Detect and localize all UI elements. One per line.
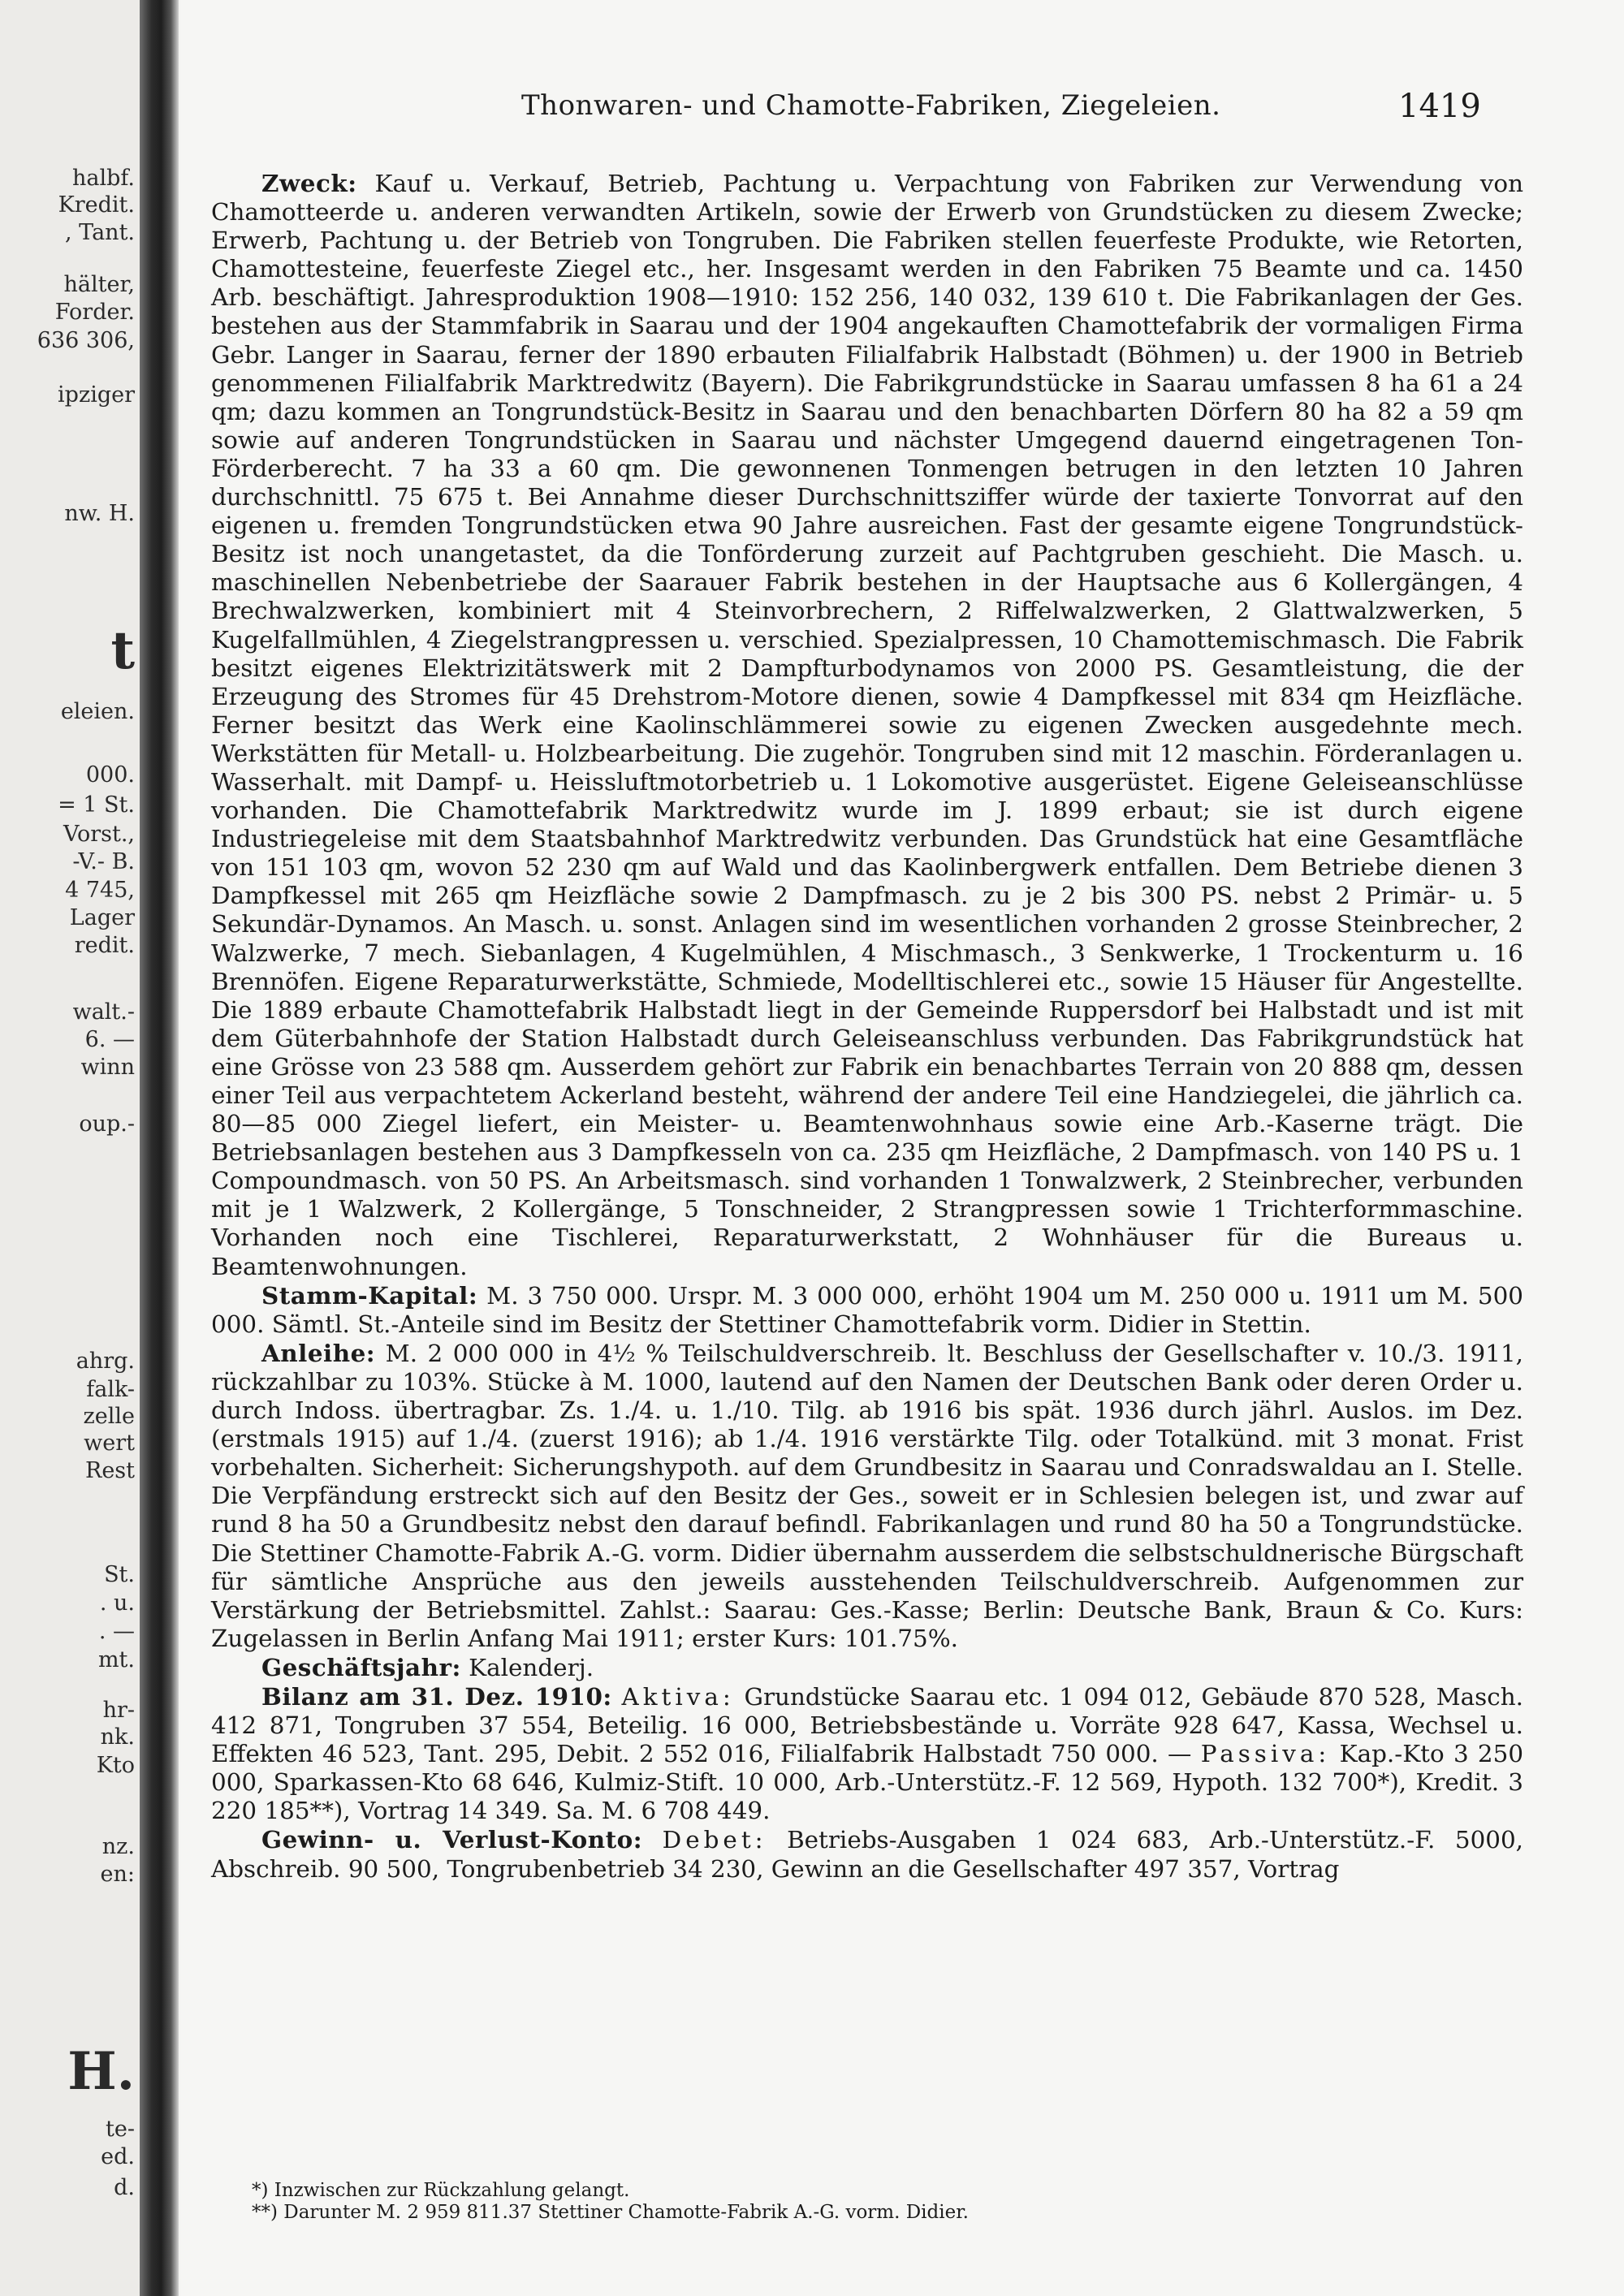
margin-fragment: . — bbox=[98, 1619, 135, 1644]
section-heading: Geschäftsjahr: bbox=[261, 1652, 461, 1681]
aktiva-label: Aktiva: bbox=[621, 1682, 735, 1711]
margin-fragment: t bbox=[110, 620, 135, 681]
footnote: *) Inzwischen zur Rückzahlung gelangt. bbox=[252, 2180, 630, 2201]
section-heading: Zweck: bbox=[261, 169, 357, 197]
footnote: **) Darunter M. 2 959 811.37 Stettiner Chamotte-Fabrik A.-G. vorm. Didier. bbox=[252, 2202, 969, 2223]
margin-fragment: falk- bbox=[86, 1377, 135, 1402]
margin-fragment: 4 745, bbox=[65, 878, 135, 903]
margin-fragment: nw. H. bbox=[64, 501, 135, 526]
margin-fragment: St. bbox=[104, 1562, 135, 1587]
margin-fragment: nz. bbox=[102, 1834, 135, 1859]
margin-fragment: eleien. bbox=[60, 699, 135, 724]
margin-fragment: -V.- B. bbox=[72, 849, 135, 874]
section-text: M. 3 750 000. Urspr. M. 3 000 000, erhöht 1904 um M. 250 000 u. 1911 um M. 500 000. Sämtl. St.-Anteile sind im Besitz der Stettiner Chamottefabrik vorm. Didier in Stettin. bbox=[211, 1281, 1524, 1338]
section-text: Kalenderj. bbox=[469, 1653, 594, 1681]
document-page bbox=[180, 0, 1624, 2296]
adjacent-page-margin bbox=[0, 0, 140, 2296]
margin-fragment: mt. bbox=[97, 1647, 135, 1672]
page-number: 1419 bbox=[1398, 88, 1481, 125]
section-heading: Stamm-Kapital: bbox=[261, 1280, 478, 1310]
margin-fragment: walt.- bbox=[72, 999, 135, 1025]
margin-fragment: redit. bbox=[74, 933, 135, 958]
running-head: Thonwaren- und Chamotte-Fabriken, Ziegeleien. bbox=[521, 89, 1221, 122]
debet-label: Debet: bbox=[662, 1826, 767, 1854]
margin-fragment: ahrg. bbox=[76, 1349, 135, 1374]
margin-fragment: , Tant. bbox=[65, 220, 135, 245]
margin-fragment: Kredit. bbox=[58, 192, 135, 218]
section-bilanz bbox=[211, 1682, 1523, 1825]
margin-fragment: Rest bbox=[84, 1458, 135, 1483]
debet-text: Betriebs-Ausgaben 1 024 683, Arb.-Unterstütz.-F. 5000, Abschreib. 90 500, Tongrubenbetrieb 34 230, Gewinn an die Gesellschafter 497 357, Vortrag bbox=[211, 1826, 1524, 1883]
margin-fragment: 636 306, bbox=[37, 328, 135, 353]
margin-fragment: hälter, bbox=[63, 272, 135, 297]
aktiva-text: Grundstücke Saarau etc. 1 094 012, Gebäude 870 528, Masch. 412 871, Tongruben 37 554, Beteilig. 16 000, Betriebsbestände u. Vorräte 928 647, Kassa, Wechsel u. Effekten 46 523, Tant. 295, Debit. 2 552 016, Filialfabrik Halbstadt 750 000. — bbox=[211, 1682, 1523, 1768]
margin-fragment: en: bbox=[100, 1862, 135, 1887]
margin-fragment: 000. bbox=[85, 762, 135, 788]
margin-fragment: wert bbox=[84, 1431, 135, 1456]
section-anleihe bbox=[211, 1339, 1523, 1653]
margin-fragment: hr- bbox=[102, 1698, 135, 1723]
margin-fragment: halbf. bbox=[71, 166, 135, 191]
section-heading: Gewinn- u. Verlust-Konto: bbox=[261, 1825, 643, 1854]
section-gewinn-verlust bbox=[211, 1825, 1523, 1883]
section-text: Kauf u. Verkauf, Betrieb, Pachtung u. Verpachtung von Fabriken zur Verwendung von Chamotteerde u. anderen verwandten Artikeln, sowie der Erwerb von Grundstücken zu diesem Zwecke; Erwerb, Pachtung u. der Betrieb von Tongruben. Die Fabriken stellen feuerfeste Produkte, wie Retorten, Chamottesteine, feuerfeste Ziegel etc., her. Insgesamt werden in den Fabriken 75 Beamte und ca. 1450 Arb. beschäftigt. Jahresproduktion 1908—1910: 152 256, 140 032, 139 610 t. Die Fabrikanlagen der Ges. bestehen aus der Stammfabrik in Saarau und der 1904 angekauften Chamottefabrik der vormaligen Firma Gebr. Langer in Saarau, ferner der 1890 erbauten Filialfabrik Halbstadt (Böhmen) u. der 1900 in Betrieb genommenen Filialfabrik Marktredwitz (Bayern). Die Fabrikgrundstücke in Saarau umfassen 8 ha 61 a 24 qm; dazu kommen an Tongrundstück-Besitz in Saarau und den benachbarten Dörfern 80 ha 82 a 59 qm sowie auf anderen Tongrundstücken in Saarau und nächster Umgegend dauernd eingetragenen Ton-Förderberecht. 7 ha 33 a 60 qm. Die gewonnenen Tonmengen betrugen in den letzten 10 Jahren durchschnittl. 75 675 t. Bei Annahme dieser Durchschnittsziffer würde der taxierte Tonvorrat auf den eigenen u. fremden Tongrundstücken etwa 90 Jahre ausreichen. Fast der gesamte eigene Tongrundstück-Besitz ist noch unangetastet, da die Tonförderung zurzeit auf Pachtgruben geschieht. Die Masch. u. maschinellen Nebenbetriebe der Saarauer Fabrik bestehen in der Hauptsache aus 6 Kollergängen, 4 Brechwalzwerken, kombiniert mit 4 Steinvorbrechern, 2 Riffelwalzwerken, 2 Glattwalzwerken, 5 Kugelfallmühlen, 4 Ziegelstrangpressen u. verschied. Spezialpressen, 10 Chamottemischmasch. Die Fabrik besitzt eigenes Elektrizitätswerk mit 2 Dampfturbodynamos von 2000 PS. Gesamtleistung, die der Erzeugung des Stromes für 45 Drehstrom-Motore dienen, sowie 4 Dampfkessel mit 834 qm Heizfläche. Ferner besitzt das Werk eine Kaolinschlämmerei sowie zu eigenen Zwecken ausgedehnte mech. Werkstätten für Metall- u. Holzbearbeitung. Die zugehör. Tongruben sind mit 12 maschin. Förderanlagen u. Wasserhalt. mit Dampf- u. Heissluftmotorbetrieb u. 1 Lokomotive ausgerüstet. Eigene Geleiseanschlüsse vorhanden. Die Chamottefabrik Marktredwitz wurde im J. 1899 erbaut; sie ist durch eigene Industriegeleise mit dem Staatsbahnhof Marktredwitz verbunden. Das Grundstück hat eine Gesamtfläche von 151 103 qm, wovon 52 230 qm auf Wald und das Kaolinbergwerk entfallen. Dem Betriebe dienen 3 Dampfkessel mit 265 qm Heizfläche sowie 2 Dampfmasch. zu je 2 bis 300 PS. nebst 2 Primär- u. 5 Sekundär-Dynamos. An Masch. u. sonst. Anlagen sind im wesentlichen vorhanden 2 grosse Steinbrecher, 2 Walzwerke, 7 mech. Siebanlagen, 4 Kugelmühlen, 4 Mischmasch., 3 Senkwerke, 1 Trockenturm u. 16 Brennöfen. Eigene Reparaturwerkstätte, Schmiede, Modelltischlerei etc., sowie 15 Häuser für Angestellte. Die 1889 erbaute Chamottefabrik Halbstadt liegt in der Gemeinde Ruppersdorf bei Halbstadt und ist mit dem Güterbahnhofe der Station Halbstadt durch Geleiseanschluss verbunden. Das Fabrikgrundstück hat eine Grösse von 23 588 qm. Ausserdem gehört zur Fabrik ein benachbartes Terrain von 20 888 qm, dessen einer Teil aus verpachtetem Ackerland besteht, während der andere Teil eine Handziegelei, die jährlich ca. 80—85 000 Ziegel liefert, ein Meister- u. Beamtenwohnhaus sowie eine Arb.-Kaserne trägt. Die Betriebsanlagen bestehen aus 3 Dampfkesseln von ca. 235 qm Heizfläche, 2 Dampfmasch. von 140 PS u. 1 Compoundmasch. von 50 PS. An Arbeitsmasch. sind vorhanden 1 Tonwalzwerk, 2 Steinbrecher, verbunden mit je 1 Walzwerk, 2 Kollergänge, 5 Tonschneider, 2 Strangpressen sowie 1 Trichterformmaschine. Vorhanden noch eine Tischlerei, Reparaturwerkstatt, 2 Wohnhäuser für die Bureaus u. Beamtenwohnungen. bbox=[211, 170, 1523, 1280]
section-geschaeftsjahr bbox=[211, 1653, 1523, 1682]
margin-fragment: ed. bbox=[101, 2144, 135, 2169]
margin-fragment: zelle bbox=[83, 1404, 135, 1429]
margin-fragment: oup.- bbox=[79, 1111, 135, 1137]
section-stamm-kapital bbox=[211, 1281, 1523, 1339]
margin-fragment: ipziger bbox=[58, 382, 135, 408]
section-heading: Bilanz am 31. Dez. 1910: bbox=[261, 1681, 612, 1711]
margin-fragment: . u. bbox=[99, 1590, 135, 1616]
margin-fragment: Vorst., bbox=[63, 822, 135, 847]
margin-fragment: 6. — bbox=[84, 1027, 135, 1052]
margin-fragment: Kto bbox=[96, 1753, 135, 1778]
margin-fragment: d. bbox=[114, 2175, 135, 2200]
book-gutter bbox=[140, 0, 179, 2296]
margin-fragment: Forder. bbox=[54, 300, 135, 325]
section-zweck bbox=[211, 169, 1523, 1281]
body-text bbox=[211, 169, 1523, 1884]
footnotes bbox=[252, 2180, 969, 2224]
margin-fragment: Lager bbox=[69, 905, 135, 930]
margin-fragment: winn bbox=[80, 1055, 135, 1080]
margin-fragment: te- bbox=[106, 2117, 135, 2142]
margin-fragment: H. bbox=[67, 2041, 135, 2102]
section-text: M. 2 000 000 in 4½ % Teilschuldverschreib. lt. Beschluss der Gesellschafter v. 10./3. 1911, rückzahlbar zu 103%. Stücke à M. 1000, lautend auf den Namen der Deutschen Bank oder deren Order u. durch Indoss. übertragbar. Zs. 1./4. u. 1./10. Tilg. ab 1916 bis spät. 1936 durch jährl. Auslos. im Dez. (erstmals 1915) auf 1./4. (zuerst 1916); ab 1./4. 1916 verstärkte Tilg. oder Totalkünd. mit 3 monat. Frist vorbehalten. Sicherheit: Sicherungshypoth. auf dem Grundbesitz in Saarau und Conradswaldau an I. Stelle. Die Verpfändung erstreckt sich auf den Besitz der Ges., soweit er in Schlesien belegen ist, und zwar auf rund 8 ha 50 a Grundbesitz nebst den darauf befindl. Fabrikanlagen und rund 80 ha 50 a Tongrundstücke. Die Stettiner Chamotte-Fabrik A.-G. vorm. Didier übernahm ausserdem die selbstschuldnerische Bürgschaft für sämtliche Ansprüche aus den jeweils ausstehenden Teilschuldverschreib. Aufgenommen zur Verstärkung der Betriebsmittel. Zahlst.: Saarau: Ges.-Kasse; Berlin: Deutsche Bank, Braun & Co. Kurs: Zugelassen in Berlin Anfang Mai 1911; erster Kurs: 101.75%. bbox=[211, 1339, 1523, 1652]
section-heading: Anleihe: bbox=[261, 1338, 376, 1367]
margin-fragment: nk. bbox=[100, 1724, 135, 1750]
passiva-label: Passiva: bbox=[1200, 1740, 1331, 1768]
margin-fragment: = 1 St. bbox=[58, 792, 135, 818]
passiva-text: Kap.-Kto 3 250 000, Sparkassen-Kto 68 646, Kulmiz-Stift. 10 000, Arb.-Unterstütz.-F. 12 569, Hypoth. 132 700*), Kredit. 3 220 185**), Vortrag 14 349. Sa. M. 6 708 449. bbox=[211, 1740, 1524, 1825]
